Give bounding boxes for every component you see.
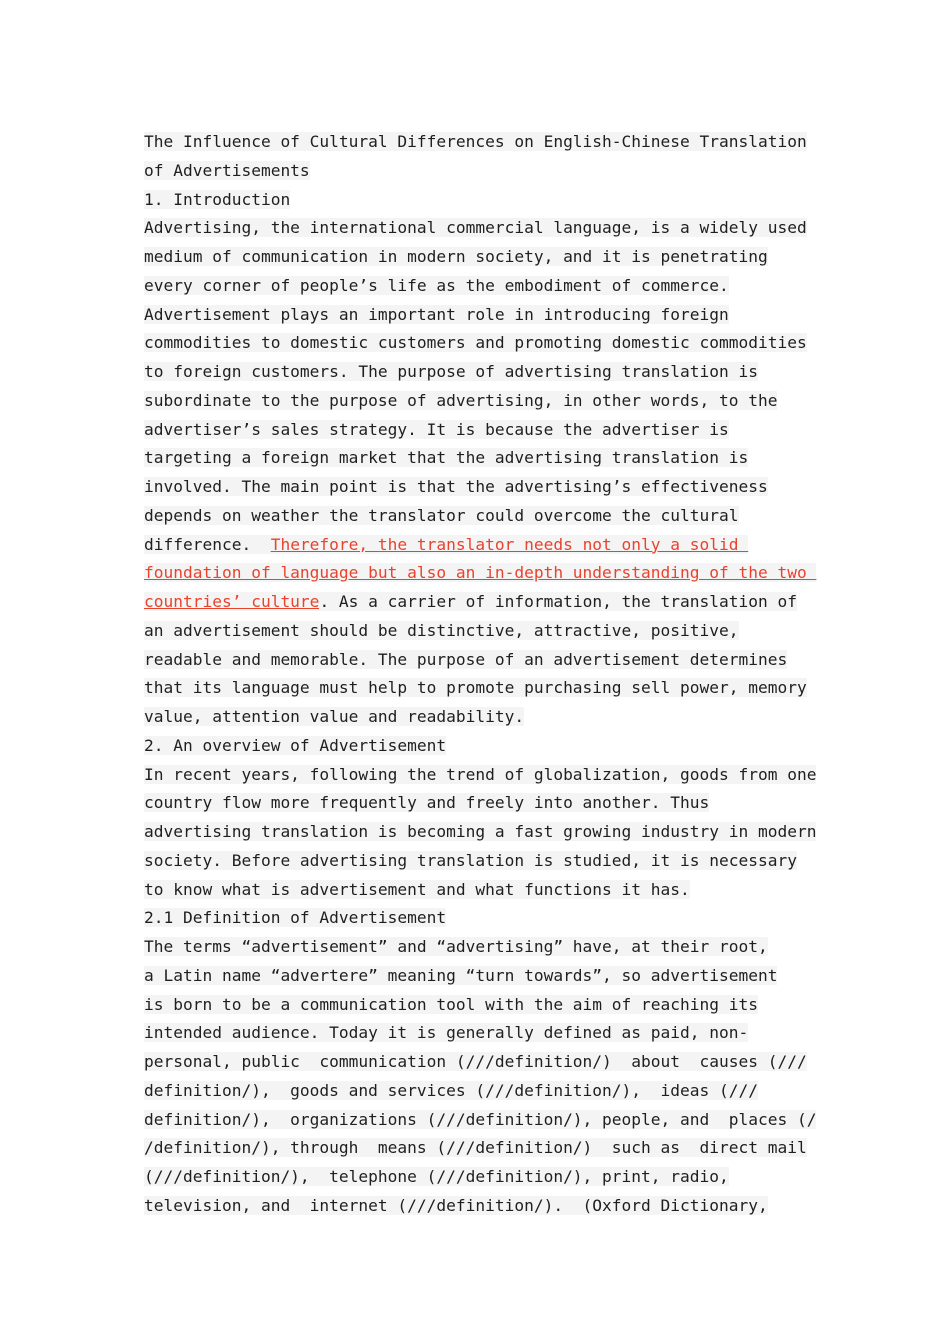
paragraph-line bbox=[144, 1106, 817, 1135]
p2-line: country flow more frequently and freely into another. Thus bbox=[144, 793, 710, 813]
p1-line: that its language must help to promote purchasing sell power, memory bbox=[144, 678, 807, 698]
paragraph-line bbox=[144, 358, 808, 387]
p3-line: personal, public communication (///definition/) about causes (/// bbox=[144, 1052, 807, 1071]
section-heading bbox=[144, 732, 808, 761]
p1-line: advertiser’s sales strategy. It is because the advertiser is bbox=[144, 419, 729, 439]
p2-line: society. Before advertising translation is studied, it is necessary bbox=[144, 850, 797, 870]
p1-line: Advertisement plays an important role in introducing foreign bbox=[144, 304, 729, 324]
p1-line: medium of communication in modern society, and it is penetrating bbox=[144, 247, 768, 266]
paragraph-line bbox=[144, 761, 817, 790]
paragraph-line bbox=[144, 847, 808, 876]
p3-line: (///definition/), telephone (///definition/), print, radio, bbox=[144, 1167, 729, 1186]
p1-line: involved. The main point is that the advertising’s effectiveness bbox=[144, 477, 768, 496]
document-title-part2: of Advertisements bbox=[144, 160, 310, 180]
p3-line: a Latin name “advertere” meaning “turn towards”, so advertisement bbox=[144, 965, 778, 985]
section1-heading: 1. Introduction bbox=[144, 189, 291, 209]
p1-line: commodities to domestic customers and promoting domestic commodities bbox=[144, 333, 807, 353]
paragraph-line bbox=[144, 416, 808, 445]
p1-line: value, attention value and readability. bbox=[144, 707, 525, 726]
p3-line: /definition/), through means (///definition/) such as direct mail bbox=[144, 1138, 807, 1158]
paragraph-line bbox=[144, 962, 808, 991]
p1-line: readable and memorable. The purpose of an advertisement determines bbox=[144, 649, 788, 669]
paragraph-line bbox=[144, 329, 808, 358]
paragraph-line bbox=[144, 444, 808, 473]
paragraph-line bbox=[144, 1019, 808, 1048]
p1-line: to foreign customers. The purpose of advertising translation is bbox=[144, 362, 758, 381]
paragraph-line bbox=[144, 1163, 808, 1192]
p1-line: depends on weather the translator could overcome the cultural bbox=[144, 505, 739, 525]
paragraph-line bbox=[144, 1192, 808, 1221]
highlighted-text: foundation of language but also an in-depth understanding of the two bbox=[144, 563, 817, 583]
section21-heading: 2.1 Definition of Advertisement bbox=[144, 908, 447, 928]
document-title-part1: The Influence of Cultural Differences on English-Chinese Translation bbox=[144, 132, 807, 151]
paragraph-line bbox=[144, 876, 808, 905]
p2-line: In recent years, following the trend of globalization, goods from one bbox=[144, 764, 817, 784]
p3-line: intended audience. Today it is generally defined as paid, non- bbox=[144, 1023, 749, 1043]
section2-heading: 2. An overview of Advertisement bbox=[144, 735, 447, 755]
paragraph-line bbox=[144, 473, 808, 502]
paragraph-line bbox=[144, 991, 808, 1020]
p1-line: targeting a foreign market that the advertising translation is bbox=[144, 448, 749, 468]
p1-line-plain: . As a carrier of information, the translation of bbox=[319, 592, 797, 611]
paragraph-line bbox=[144, 646, 808, 675]
p1-line: subordinate to the purpose of advertising, in other words, to the bbox=[144, 390, 778, 410]
paragraph-line bbox=[144, 272, 808, 301]
highlighted-text: countries’ culture bbox=[144, 592, 320, 611]
title-line bbox=[144, 128, 808, 157]
title-line bbox=[144, 157, 808, 186]
p1-line: an advertisement should be distinctive, attractive, positive, bbox=[144, 620, 739, 640]
p1-line: every corner of people’s life as the embodiment of commerce. bbox=[144, 275, 729, 295]
paragraph-line bbox=[144, 531, 808, 560]
paragraph-line bbox=[144, 559, 817, 588]
section-heading bbox=[144, 186, 808, 215]
paragraph-line bbox=[144, 818, 817, 847]
p1-line-plain: difference. bbox=[144, 534, 271, 554]
paragraph-line bbox=[144, 1077, 808, 1106]
paragraph-line bbox=[144, 789, 808, 818]
p2-line: advertising translation is becoming a fast growing industry in modern bbox=[144, 822, 817, 841]
p3-line: The terms “advertisement” and “advertising” have, at their root, bbox=[144, 937, 768, 956]
document-page bbox=[144, 128, 817, 1221]
p3-line: definition/), goods and services (///definition/), ideas (/// bbox=[144, 1080, 758, 1100]
p2-line: to know what is advertisement and what functions it has. bbox=[144, 879, 690, 899]
paragraph-line bbox=[144, 674, 808, 703]
paragraph-line bbox=[144, 703, 808, 732]
paragraph-line bbox=[144, 301, 808, 330]
paragraph-line bbox=[144, 243, 808, 272]
paragraph-line bbox=[144, 1048, 808, 1077]
paragraph-line bbox=[144, 588, 808, 617]
paragraph-line bbox=[144, 617, 808, 646]
p3-line: television, and internet (///definition/). (Oxford Dictionary, bbox=[144, 1195, 768, 1215]
paragraph-line bbox=[144, 502, 808, 531]
paragraph-line bbox=[144, 933, 808, 962]
p3-line: definition/), organizations (///definition/), people, and places (/ bbox=[144, 1109, 817, 1129]
section-heading bbox=[144, 904, 808, 933]
paragraph-line bbox=[144, 214, 808, 243]
p3-line: is born to be a communication tool with the aim of reaching its bbox=[144, 994, 758, 1014]
highlighted-text: Therefore, the translator needs not only a solid bbox=[270, 534, 749, 554]
paragraph-line bbox=[144, 1134, 808, 1163]
paragraph-line bbox=[144, 387, 808, 416]
p1-line: Advertising, the international commercial language, is a widely used bbox=[144, 218, 807, 238]
